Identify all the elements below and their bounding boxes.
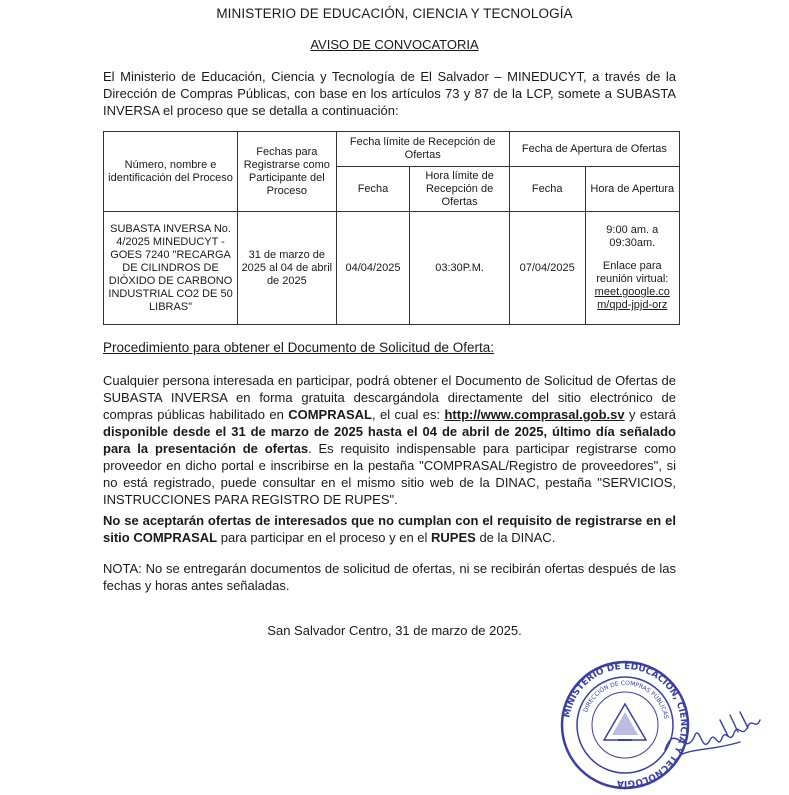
seal-outer-text: MINISTERIO DE EDUCACIÓN, CIENCIA Y TECNOLOGÍA xyxy=(562,661,689,789)
header-register: Fechas para Registrarse como Participante del Proceso xyxy=(238,132,337,212)
table-header-row xyxy=(104,132,680,167)
header-deadline-date: Fecha xyxy=(336,167,410,212)
seal-inner-text: DIRECCIÓN DE COMPRAS PÚBLICAS xyxy=(582,679,670,720)
warning-text-5: de la DINAC. xyxy=(475,530,556,545)
header-deadline-group: Fecha límite de Recepción de Ofertas xyxy=(336,132,509,167)
procedure-text-3: , el cual es: xyxy=(372,407,445,422)
comprasal-name: COMPRASAL xyxy=(288,407,372,422)
header-process: Número, nombre e identificación del Proceso xyxy=(104,132,238,212)
procedure-text-7: . Es requisito indispensable para participar registrarse como proveedor en dicho portal e inscribirse en la pestaña "COMPRASAL/Registro de proveedores", si no está registrado, puede consultar en el mismo sitio web de la DINAC, pestaña "SERVICIOS, INSTRUCCIONES PARA REGISTRO DE RUPES". xyxy=(103,441,676,507)
signature-icon xyxy=(660,700,770,770)
notice-title: AVISO DE CONVOCATORIA xyxy=(310,37,479,52)
warning-text-1: No se aceptarán ofertas de interesados que no cumplan con el requisito de registrarse en el sitio xyxy=(103,513,676,545)
note-paragraph: NOTA: No se entregarán documentos de solicitud de ofertas, ni se recibirán ofertas después de las fechas y horas antes señaladas. xyxy=(103,561,676,593)
procedure-text-1: Cualquier persona interesada en participar, podrá obtener el Documento de Solicitud de Ofertas de SUBASTA INVERSA en forma gratuita descargándola directamente del sitio electrónico de compras públicas habilitado en xyxy=(103,373,676,422)
cell-register: 31 de marzo de 2025 al 04 de abril de 2025 xyxy=(238,212,337,325)
place-date: San Salvador Centro, 31 de marzo de 2025. xyxy=(267,623,522,638)
cell-deadline-time: 03:30P.M. xyxy=(410,212,509,325)
meeting-label: Enlace para reunión virtual: xyxy=(596,260,669,285)
header-opening-group: Fecha de Apertura de Ofertas xyxy=(509,132,679,167)
procedure-heading: Procedimiento para obtener el Documento de Solicitud de Oferta: xyxy=(103,340,494,355)
table-row xyxy=(104,212,680,325)
procedure-paragraph xyxy=(103,372,676,508)
cell-process: SUBASTA INVERSA No. 4/2025 MINEDUCYT - GOES 7240 "RECARGA DE CILINDROS DE DIÓXIDO DE CARBONO INDUSTRIAL CO2 DE 50 LIBRAS" xyxy=(104,212,238,325)
header-opening-date: Fecha xyxy=(509,167,585,212)
meeting-link[interactable]: meet.google.com/qpd-jpjd-orz xyxy=(594,286,670,311)
ministry-title: MINISTERIO DE EDUCACIÓN, CIENCIA Y TECNOLOGÍA xyxy=(216,6,573,21)
cell-opening-time xyxy=(585,212,679,325)
warning-paragraph xyxy=(103,512,676,546)
warning-text-3: para participar en el proceso y en el xyxy=(217,530,432,545)
procedure-text-5: y estará xyxy=(624,407,677,422)
cell-opening-date: 07/04/2025 xyxy=(509,212,585,325)
intro-paragraph: El Ministerio de Educación, Ciencia y Tecnología de El Salvador – MINEDUCYT, a través de la Dirección de Compras Públicas, con base en los artículos 73 y 87 de la LCP, somete a SUBASTA INVERSA el proceso que se detalla a continuación: xyxy=(103,69,676,118)
cell-deadline-date: 04/04/2025 xyxy=(336,212,410,325)
process-table xyxy=(103,131,680,325)
header-opening-time: Hora de Apertura xyxy=(585,167,679,212)
header-deadline-time: Hora límite de Recepción de Ofertas xyxy=(410,167,509,212)
warning-comprasal: COMPRASAL xyxy=(133,530,218,545)
comprasal-link[interactable]: http://www.comprasal.gob.sv xyxy=(444,407,625,422)
warning-rupes: RUPES xyxy=(431,530,476,545)
opening-time-text: 9:00 am. a 09:30am. xyxy=(606,224,659,249)
availability-period: disponible desde el 31 de marzo de 2025 hasta el 04 de abril de 2025, último día señalado para la presentación de ofertas xyxy=(103,424,676,456)
